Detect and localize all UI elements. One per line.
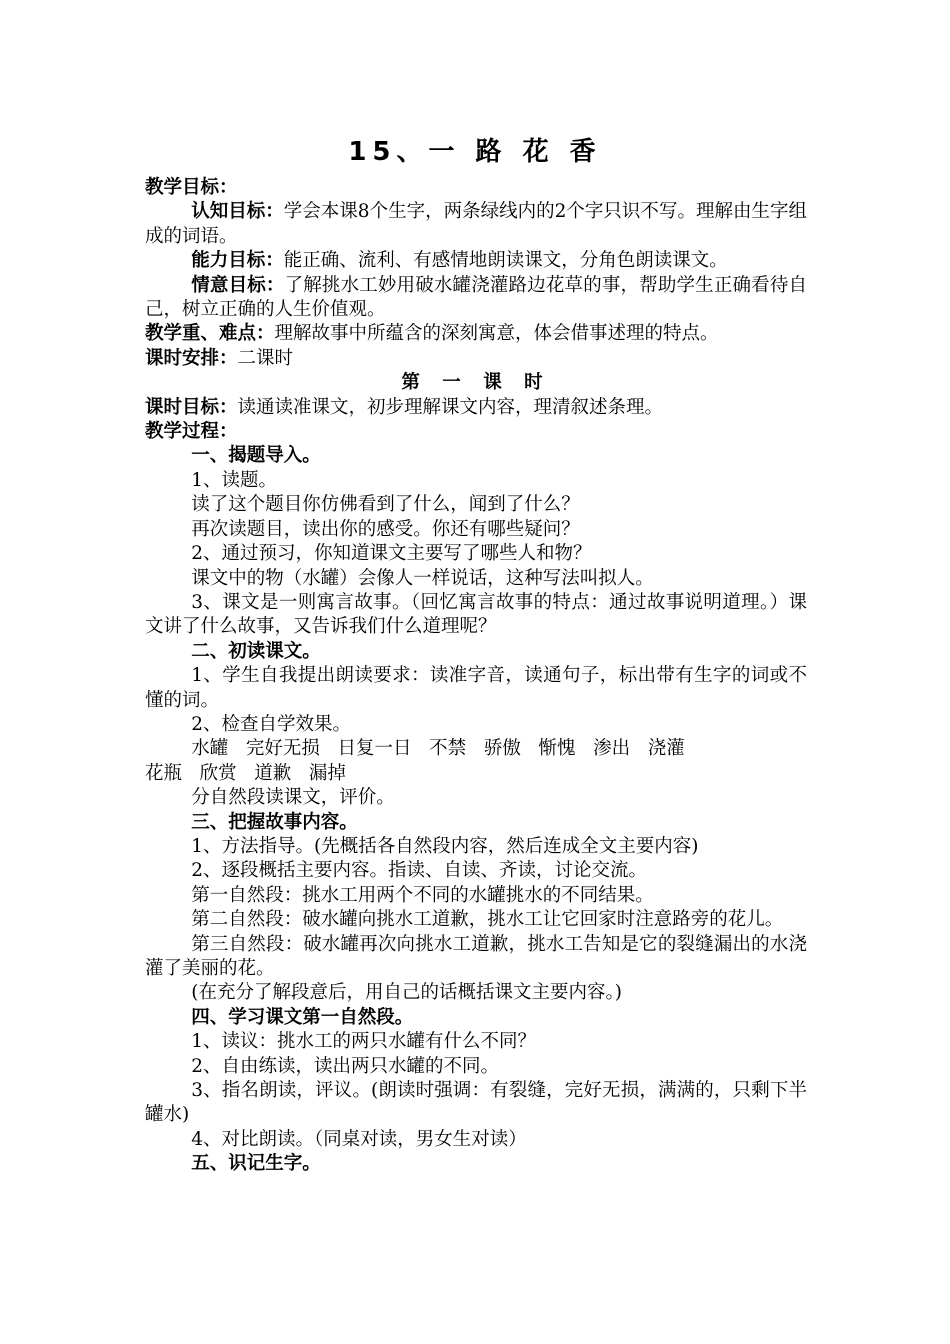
s3-line: 2、逐段概括主要内容。指读、自读、齐读，讨论交流。 <box>191 860 648 882</box>
s2-line: 分自然段读课文，评价。 <box>191 787 395 809</box>
key-points: 教学重、难点：理解故事中所蕴含的深刻寓意，体会借事述理的特点。 <box>145 323 719 345</box>
vocabulary-words: 花瓶 欣赏 道歉 漏掉 <box>145 762 346 784</box>
section-3-heading: 三、把握故事内容。 <box>191 811 358 833</box>
s4-line: 4、对比朗读。（同桌对读，男女生对读） <box>191 1128 527 1150</box>
section-2-heading: 二、初读课文。 <box>191 640 321 662</box>
s1-line: 2、通过预习，你知道课文主要写了哪些人和物？ <box>191 543 592 565</box>
s1-line: 1、读题。 <box>191 469 278 491</box>
goals-heading: 教学目标： <box>145 177 238 198</box>
s4-line: 1、读议：挑水工的两只水罐有什么不同？ <box>191 1031 537 1053</box>
s1-line: 再次读题目，读出你的感受。你还有哪些疑问？ <box>191 518 580 540</box>
s1-line: 3、课文是一则寓言故事。（回忆寓言故事的特点：通过故事说明道理。）课文讲了什么故事，又告诉我们什么道理呢？ <box>145 591 807 638</box>
lesson-goal: 课时目标：读通读准课文，初步理解课文内容，理清叙述条理。 <box>145 396 664 418</box>
section-5-heading: 五、识记生字。 <box>191 1153 321 1175</box>
s1-line: 读了这个题目你仿佛看到了什么，闻到了什么？ <box>191 494 580 516</box>
lesson-heading: 第 一 课 时 <box>401 372 551 394</box>
document-body <box>145 176 807 1177</box>
s3-line: 第一自然段：挑水工用两个不同的水罐挑水的不同结果。 <box>191 884 654 906</box>
s2-line: 2、检查自学效果。 <box>191 713 352 735</box>
s3-line: 1、方法指导。(先概括各自然段内容，然后连成全文主要内容) <box>191 835 699 857</box>
s4-line: 3、指名朗读，评议。(朗读时强调：有裂缝，完好无损，满满的，只剩下半罐水) <box>145 1080 807 1126</box>
process-heading: 教学过程： <box>145 421 238 443</box>
cognitive-goal: 认知目标：学会本课8个生字，两条绿线内的2个字只识不写。理解由生字组成的词语。 <box>145 201 807 247</box>
s3-line: 第二自然段：破水罐向挑水工道歉，挑水工让它回家时注意路旁的花儿。 <box>191 909 784 931</box>
ability-goal: 能力目标：能正确、流利、有感情地朗读课文，分角色朗读课文。 <box>191 250 728 272</box>
s2-line: 1、学生自我提出朗读要求：读准字音，读通句子，标出带有生字的词或不懂的词。 <box>145 665 807 711</box>
s3-line: 第三自然段：破水罐再次向挑水工道歉，挑水工告知是它的裂缝漏出的水浇灌了美丽的花。 <box>145 933 807 979</box>
section-4-heading: 四、学习课文第一自然段。 <box>191 1006 414 1028</box>
lesson-title: 15、一 路 花 香 <box>348 137 602 167</box>
vocabulary-words: 水罐 完好无损 日复一日 不禁 骄傲 惭愧 渗出 浇灌 <box>191 738 685 760</box>
s3-line: (在充分了解段意后，用自己的话概括课文主要内容。) <box>191 982 622 1004</box>
s1-line: 课文中的物（水罐）会像人一样说话，这种写法叫拟人。 <box>191 567 654 589</box>
section-1-heading: 一、揭题导入。 <box>191 445 321 467</box>
emotion-goal: 情意目标：了解挑水工妙用破水罐浇灌路边花草的事，帮助学生正确看待自己，树立正确的人生价值观。 <box>145 274 807 321</box>
s4-line: 2、自由练读，读出两只水罐的不同。 <box>191 1055 500 1077</box>
schedule: 课时安排：二课时 <box>145 347 294 369</box>
